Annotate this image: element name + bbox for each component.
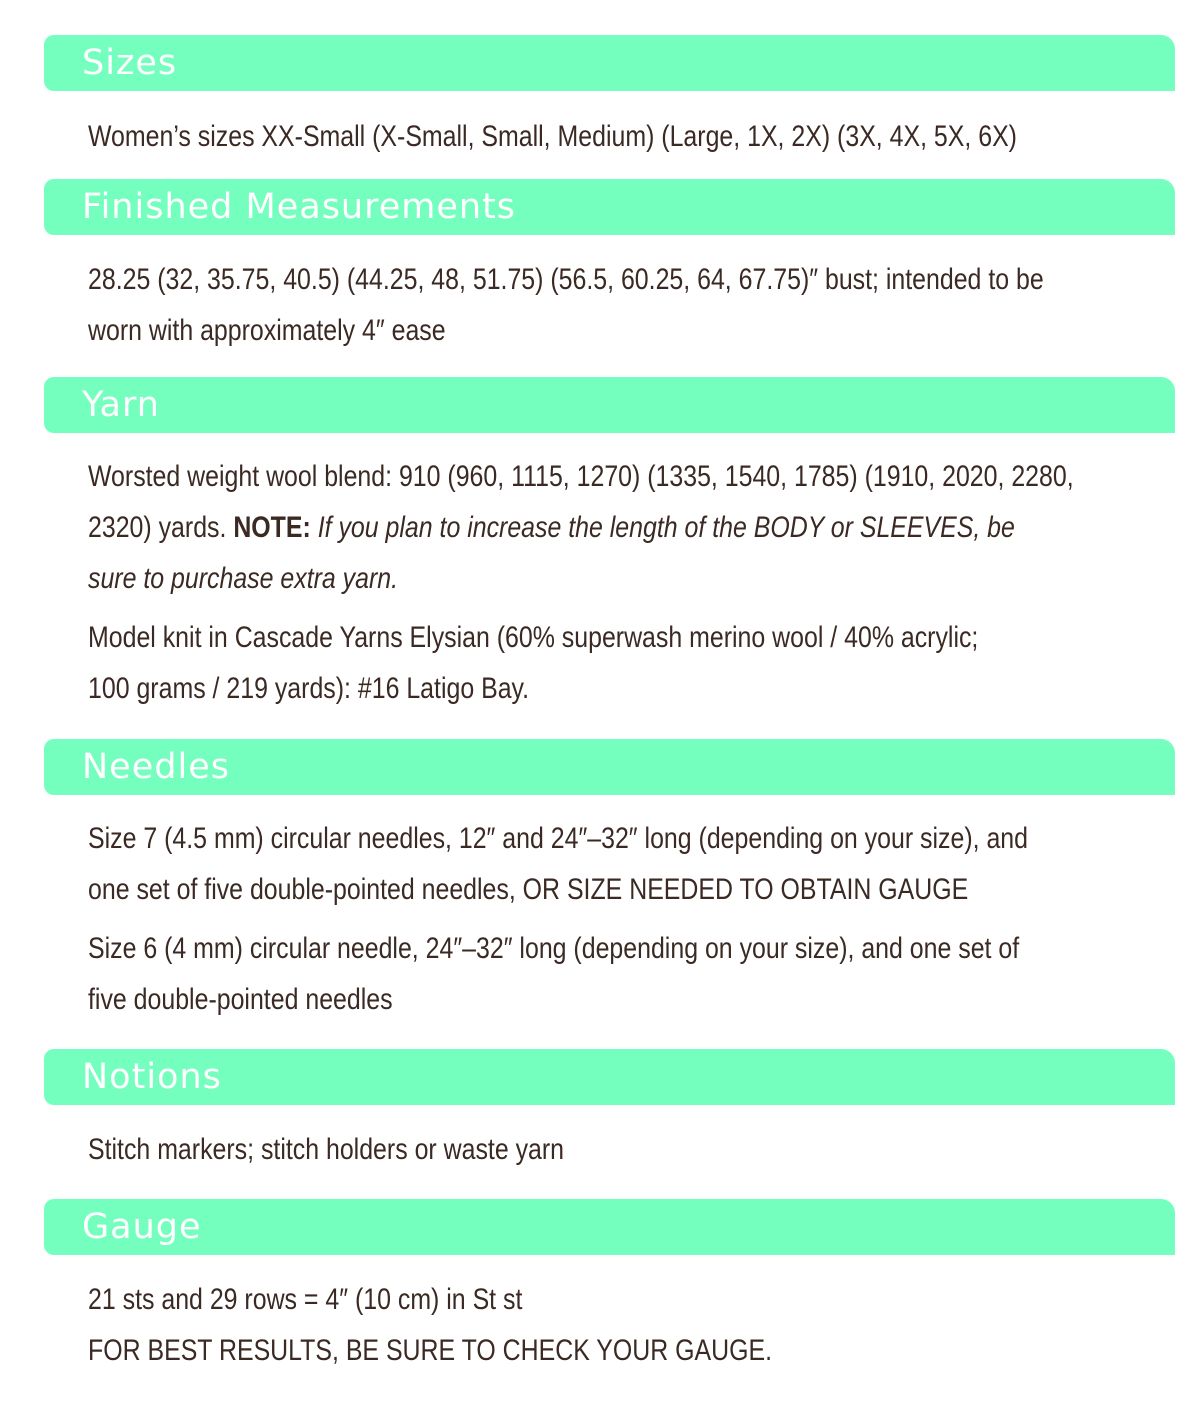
needles-title: Needles xyxy=(82,747,230,787)
needles-text-2 xyxy=(88,923,1019,1025)
gauge-text xyxy=(88,1274,772,1376)
notions-title: Notions xyxy=(82,1057,222,1097)
notions-line-1: Stitch markers; stitch holders or waste yarn xyxy=(88,1133,565,1166)
sizes-text xyxy=(88,111,1017,162)
yarn-model-line-2: 100 grams / 219 yards): #16 Latigo Bay. xyxy=(88,672,530,705)
needles-header xyxy=(44,739,1175,795)
yarn-model-text xyxy=(88,612,978,714)
yarn-note-label: NOTE: xyxy=(233,511,311,544)
needles-line-2: one set of five double-pointed needles, OR SIZE NEEDED TO OBTAIN GAUGE xyxy=(88,873,969,906)
measurements-title: Finished Measurements xyxy=(82,187,517,227)
notions-text xyxy=(88,1124,564,1175)
measurements-header xyxy=(44,179,1175,235)
sizes-header xyxy=(44,35,1175,91)
gauge-header xyxy=(44,1199,1175,1255)
yarn-note-text: If you plan to increase the length of the BODY or SLEEVES, be xyxy=(310,511,1015,544)
gauge-line-1: 21 sts and 29 rows = 4″ (10 cm) in St st xyxy=(88,1283,523,1316)
gauge-line-2: FOR BEST RESULTS, BE SURE TO CHECK YOUR GAUGE. xyxy=(88,1334,772,1367)
sizes-line-1: Women’s sizes XX-Small (X-Small, Small, Medium) (Large, 1X, 2X) (3X, 4X, 5X, 6X) xyxy=(88,120,1017,153)
needles-text-1 xyxy=(88,813,1028,915)
yarn-line-2 xyxy=(88,502,1074,553)
yarn-line-3 xyxy=(88,553,1074,604)
measurements-text xyxy=(88,254,1044,356)
needles-line-4: five double-pointed needles xyxy=(88,983,393,1016)
yarn-note-text-cont: sure to purchase extra yarn. xyxy=(88,562,399,595)
yarn-line-2-plain: 2320) yards. xyxy=(88,511,234,544)
yarn-title: Yarn xyxy=(82,385,160,425)
yarn-header xyxy=(44,377,1175,433)
yarn-line-1: Worsted weight wool blend: 910 (960, 1115, 1270) (1335, 1540, 1785) (1910, 2020, 2280, xyxy=(88,460,1074,493)
needles-line-1: Size 7 (4.5 mm) circular needles, 12″ and 24″–32″ long (depending on your size), and xyxy=(88,822,1028,855)
gauge-title: Gauge xyxy=(82,1207,202,1247)
yarn-model-line-1: Model knit in Cascade Yarns Elysian (60% superwash merino wool / 40% acrylic; xyxy=(88,621,979,654)
needles-line-3: Size 6 (4 mm) circular needle, 24″–32″ long (depending on your size), and one set of xyxy=(88,932,1020,965)
notions-header xyxy=(44,1049,1175,1105)
measurements-line-1: 28.25 (32, 35.75, 40.5) (44.25, 48, 51.75) (56.5, 60.25, 64, 67.75)″ bust; intended to be xyxy=(88,263,1044,296)
sizes-title: Sizes xyxy=(82,43,178,83)
yarn-text xyxy=(88,451,1074,604)
measurements-line-2: worn with approximately 4″ ease xyxy=(88,314,446,347)
